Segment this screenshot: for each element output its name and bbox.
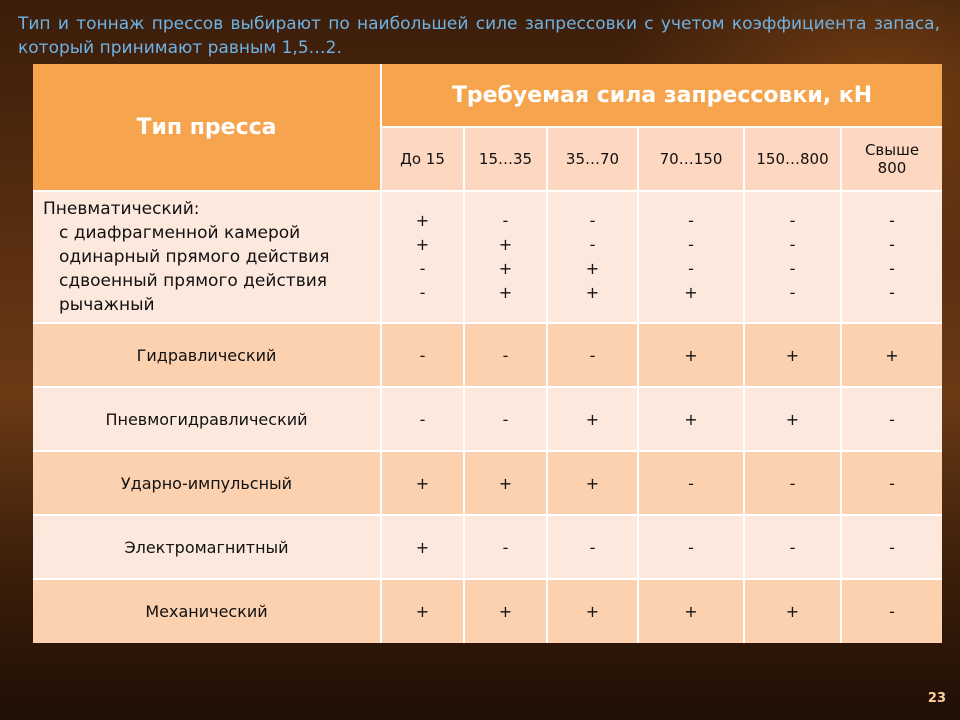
cell-value: + bbox=[547, 387, 638, 451]
pneumatic-values bbox=[547, 191, 638, 323]
pneumatic-subtype: с диафрагменной камерой bbox=[59, 223, 301, 243]
cell-value: - bbox=[688, 259, 694, 278]
cell-value: - bbox=[419, 259, 426, 278]
cell-value: - bbox=[889, 259, 895, 278]
cell-value: - bbox=[638, 515, 744, 579]
cell-value: + bbox=[415, 235, 430, 254]
cell-value: - bbox=[841, 387, 942, 451]
cell-value: + bbox=[585, 259, 600, 278]
cell-value: - bbox=[841, 451, 942, 515]
cell-value: - bbox=[841, 579, 942, 643]
range-header: Свыше 800 bbox=[841, 127, 942, 191]
row-name: Механический bbox=[33, 579, 381, 643]
cell-value: - bbox=[789, 259, 796, 278]
cell-value: + bbox=[498, 283, 513, 302]
cell-value: - bbox=[464, 387, 547, 451]
pneumatic-values bbox=[841, 191, 942, 323]
cell-value: - bbox=[381, 323, 464, 387]
cell-value: - bbox=[381, 387, 464, 451]
cell-value: + bbox=[585, 283, 600, 302]
cell-value: + bbox=[381, 515, 464, 579]
cell-value: - bbox=[688, 211, 694, 230]
cell-value: + bbox=[498, 235, 513, 254]
cell-value: + bbox=[684, 283, 698, 302]
cell-value: + bbox=[638, 387, 744, 451]
cell-value: - bbox=[589, 235, 596, 254]
row-name: Электромагнитный bbox=[33, 515, 381, 579]
cell-value: - bbox=[789, 283, 796, 302]
cell-value: + bbox=[547, 451, 638, 515]
row-name: Гидравлический bbox=[33, 323, 381, 387]
cell-value: - bbox=[589, 211, 596, 230]
pneumatic-subtype: одинарный прямого действия bbox=[59, 247, 330, 267]
table-row-pneumatic bbox=[33, 191, 942, 323]
cell-value: + bbox=[381, 451, 464, 515]
cell-value: + bbox=[638, 323, 744, 387]
range-header: 35…70 bbox=[547, 127, 638, 191]
cell-value: + bbox=[547, 579, 638, 643]
cell-value: + bbox=[841, 323, 942, 387]
cell-value: - bbox=[744, 451, 841, 515]
cell-value: + bbox=[415, 211, 430, 230]
table-row-mechanical bbox=[33, 579, 942, 643]
range-header: 150…800 bbox=[744, 127, 841, 191]
cell-value: - bbox=[889, 283, 895, 302]
cell-value: - bbox=[889, 235, 895, 254]
cell-value: - bbox=[464, 323, 547, 387]
cell-value: - bbox=[419, 283, 426, 302]
cell-value: - bbox=[502, 211, 509, 230]
cell-value: - bbox=[688, 235, 694, 254]
cell-value: - bbox=[547, 515, 638, 579]
cell-value: + bbox=[464, 579, 547, 643]
pneumatic-values bbox=[464, 191, 547, 323]
pneumatic-subtype: рычажный bbox=[59, 295, 155, 315]
table-row-hydraulic bbox=[33, 323, 942, 387]
cell-value: - bbox=[889, 211, 895, 230]
slide-number: 23 bbox=[927, 691, 946, 706]
cell-value: - bbox=[638, 451, 744, 515]
cell-value: + bbox=[744, 579, 841, 643]
pneumatic-cell bbox=[33, 191, 381, 323]
header-required-force: Требуемая сила запрессовки, кН bbox=[381, 64, 942, 127]
range-header: До 15 bbox=[381, 127, 464, 191]
cell-value: + bbox=[638, 579, 744, 643]
row-name: Ударно-импульсный bbox=[33, 451, 381, 515]
row-name: Пневмогидравлический bbox=[33, 387, 381, 451]
cell-value: - bbox=[789, 211, 796, 230]
cell-value: - bbox=[744, 515, 841, 579]
table-row-impact-pulse bbox=[33, 451, 942, 515]
press-table bbox=[33, 64, 942, 643]
cell-value: + bbox=[498, 259, 513, 278]
cell-value: - bbox=[464, 515, 547, 579]
range-header: 15…35 bbox=[464, 127, 547, 191]
range-header: 70…150 bbox=[638, 127, 744, 191]
pneumatic-values bbox=[744, 191, 841, 323]
cell-value: + bbox=[464, 451, 547, 515]
table-row-pneumohydraulic bbox=[33, 387, 942, 451]
cell-value: - bbox=[547, 323, 638, 387]
cell-value: + bbox=[744, 387, 841, 451]
intro-text: Тип и тоннаж прессов выбирают по наибольшей силе запрессовки с учетом коэффициента запаса, который принимают равным 1,5…2. bbox=[18, 14, 940, 58]
header-press-type: Тип пресса bbox=[33, 64, 381, 191]
cell-value: - bbox=[841, 515, 942, 579]
cell-value: + bbox=[381, 579, 464, 643]
pneumatic-subtype: сдвоенный прямого действия bbox=[59, 271, 327, 291]
table-row-electromagnetic bbox=[33, 515, 942, 579]
cell-value: - bbox=[789, 235, 796, 254]
pneumatic-values bbox=[381, 191, 464, 323]
pneumatic-title: Пневматический: bbox=[43, 199, 200, 219]
cell-value: + bbox=[744, 323, 841, 387]
pneumatic-values bbox=[638, 191, 744, 323]
